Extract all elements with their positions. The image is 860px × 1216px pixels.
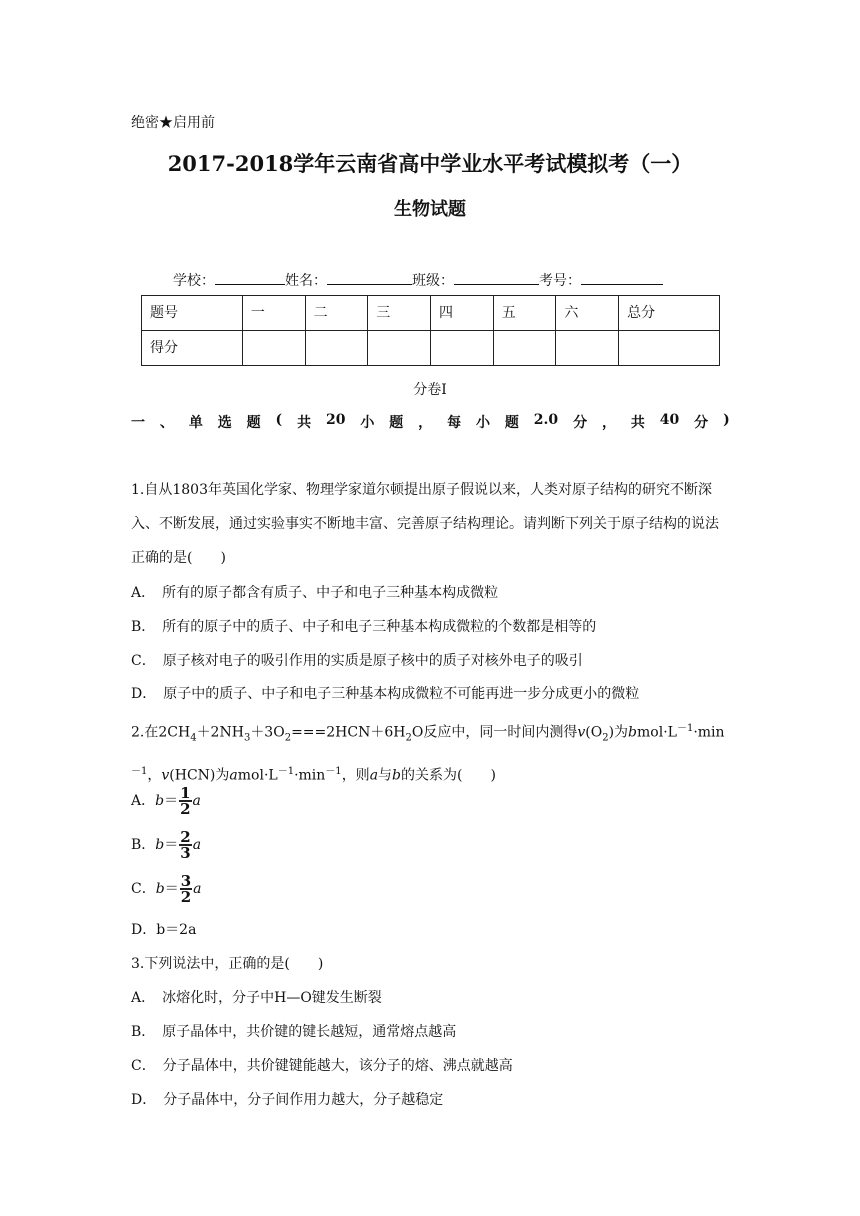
table-row — [142, 331, 720, 366]
score-input-cell[interactable] — [493, 331, 556, 366]
q2-option-a[interactable]: A．b＝ $\frac{1}{2}$ a — [131, 784, 201, 818]
confidential-label: 绝密★启用前 — [131, 115, 215, 131]
heading-char: 单 — [188, 415, 203, 431]
denominator: 2 — [180, 888, 192, 906]
option-label: C． — [131, 881, 156, 897]
q3-option-a[interactable]: A． 冰熔化时，分子中H—O键发生断裂 — [131, 990, 382, 1006]
fraction — [179, 830, 191, 860]
q1-option-d[interactable]: D． 原子中的质子、中子和电子三种基本构成微粒不可能再进一步分成更小的微粒 — [131, 686, 640, 702]
q3-option-c[interactable]: C． 分子晶体中，共价键键能越大，该分子的熔、沸点就越高 — [131, 1058, 513, 1074]
section-heading — [131, 412, 730, 432]
exam-subtitle: 生物试题 — [394, 199, 466, 220]
heading-char: 分 — [694, 415, 709, 431]
heading-char: 题 — [504, 415, 519, 431]
q1-option-c[interactable]: C． 原子核对电子的吸引作用的实质是原子核中的质子对核外电子的吸引 — [131, 653, 583, 669]
heading-char: 每 — [447, 415, 462, 431]
table-cell: 三 — [368, 296, 431, 331]
heading-char: 选 — [217, 415, 232, 431]
class-label: 班级： — [412, 273, 454, 289]
question-3-stem: 3.下列说法中，正确的是( ) — [131, 956, 324, 972]
table-cell: 总分 — [619, 296, 720, 331]
table-cell: 题号 — [142, 296, 243, 331]
option-label: A． — [131, 793, 156, 809]
heading-char: 20 — [325, 412, 346, 428]
denominator: 2 — [180, 800, 191, 818]
student-info-line — [173, 270, 663, 290]
score-input-cell[interactable] — [556, 331, 619, 366]
q1-option-b[interactable]: B． 所有的原子中的质子、中子和电子三种基本构成微粒的个数都是相等的 — [131, 619, 597, 635]
heading-char: 、 — [159, 415, 174, 431]
q2-option-c[interactable]: C．b＝ $\frac{3}{2}$ a — [131, 872, 202, 906]
heading-char: 一 — [131, 415, 145, 431]
heading-char: ( — [275, 412, 283, 428]
table-cell: 一 — [242, 296, 305, 331]
fraction — [179, 786, 191, 816]
numerator: 3 — [180, 872, 192, 890]
heading-char: ， — [601, 415, 616, 431]
numerator: 2 — [180, 828, 191, 846]
heading-char: 题 — [246, 415, 261, 431]
question-text: 1.自从1803年英国化学家、物理学家道尔顿提出原子假说以来，人类对原子结构的研究不断深入、不断发展，通过实验事实不断地丰富、完善原子结构理论。请判断下列关于原子结构的说法正确的是( ) — [131, 482, 719, 566]
question-1-stem — [131, 473, 731, 575]
table-cell: 五 — [493, 296, 556, 331]
score-input-cell[interactable] — [619, 331, 720, 366]
score-input-cell[interactable] — [242, 331, 305, 366]
exam-number-field[interactable] — [581, 270, 663, 285]
name-label: 姓名： — [285, 273, 327, 289]
class-field[interactable] — [454, 270, 539, 285]
score-input-cell[interactable] — [368, 331, 431, 366]
score-input-cell[interactable] — [430, 331, 493, 366]
denominator: 3 — [180, 844, 191, 862]
exam-title: 2017-2018学年云南省高中学业水平考试模拟考（一） — [167, 151, 693, 176]
name-field[interactable] — [327, 270, 412, 285]
table-cell: 二 — [305, 296, 368, 331]
exam-number-label: 考号： — [539, 273, 581, 289]
score-input-cell[interactable] — [305, 331, 368, 366]
score-table — [141, 295, 720, 366]
heading-char: 40 — [659, 412, 680, 428]
heading-char: ， — [418, 415, 433, 431]
fraction — [180, 874, 192, 904]
heading-char: ) — [723, 412, 730, 428]
table-cell: 四 — [430, 296, 493, 331]
heading-char: 小 — [360, 415, 375, 431]
numerator: 1 — [180, 784, 191, 802]
q1-option-a[interactable]: A． 所有的原子都含有质子、中子和电子三种基本构成微粒 — [131, 585, 499, 601]
part-label: 分卷I — [413, 382, 447, 398]
heading-char: 共 — [297, 415, 312, 431]
heading-char: 2.0 — [533, 412, 559, 428]
option-label: B． — [131, 837, 156, 853]
heading-char: 共 — [630, 415, 645, 431]
table-row — [142, 296, 720, 331]
q2-option-d[interactable]: D．b＝2a — [131, 922, 197, 938]
q3-option-b[interactable]: B． 原子晶体中，共价键的键长越短，通常熔点越高 — [131, 1024, 457, 1040]
heading-char: 分 — [573, 415, 588, 431]
heading-char: 题 — [389, 415, 404, 431]
q2-option-b[interactable]: B．b＝ $\frac{2}{3}$ a — [131, 828, 202, 862]
school-field[interactable] — [215, 270, 285, 285]
heading-char: 小 — [475, 415, 490, 431]
table-cell: 得分 — [142, 331, 243, 366]
school-label: 学校： — [173, 273, 215, 289]
table-cell: 六 — [556, 296, 619, 331]
q3-option-d[interactable]: D． 分子晶体中，分子间作用力越大，分子越稳定 — [131, 1092, 444, 1108]
question-2-stem: 2.在$2CH_4+2NH_3+3O_2===2HCN+6H_2O$反应中，同一时间内测得$v(O_2)$为$bmol\cdot L^{-1}\cdot\min^{-1}$，v(HCN)为$amol\cdot L^{-1}\cdot\min^{-1}$，则a与b的关系为( ) — [131, 723, 725, 785]
